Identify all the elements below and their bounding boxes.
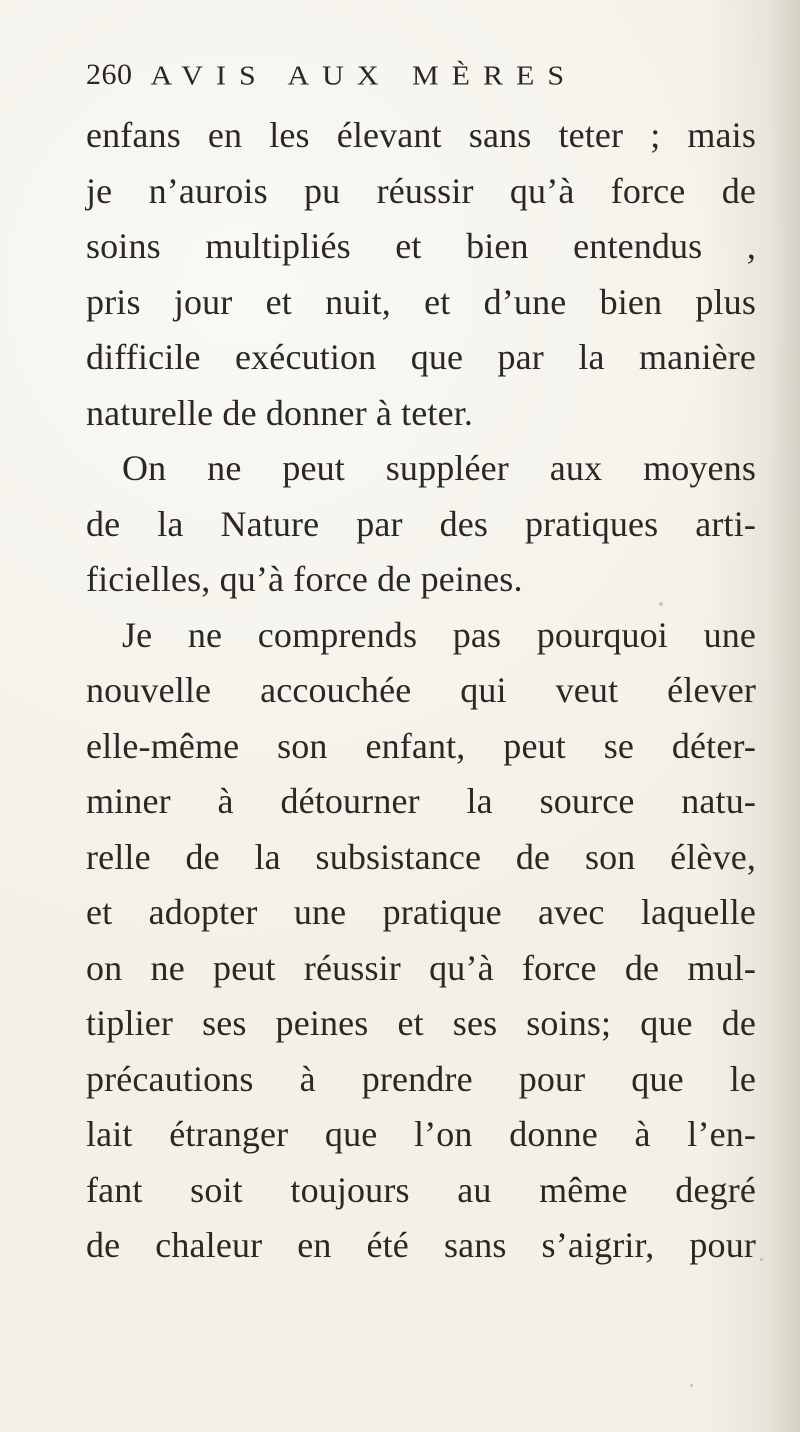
text-line: de chaleur en été sans s’aigrir, pour: [86, 1225, 756, 1265]
text-line: on ne peut réussir qu’à force de mul-: [86, 947, 756, 988]
text-line: relle de la subsistance de son élève,: [86, 836, 756, 877]
paragraph-end-line: naturelle de donner à teter.: [86, 392, 474, 433]
paper-speck: [659, 602, 663, 606]
text-line: lait étranger que l’on donne à l’en-: [86, 1114, 756, 1154]
text-line: difficile exécution que par la manière: [86, 337, 756, 377]
page-header: [86, 58, 686, 100]
paper-speck: [690, 1384, 693, 1387]
paragraph-end-line: ficielles, qu’à force de peines.: [86, 559, 523, 599]
running-head: AVIS AUX MÈRES: [150, 60, 577, 92]
text-line: et adopter une pratique avec laquelle: [86, 892, 756, 932]
text-line: tiplier ses peines et ses soins; que de: [86, 1003, 756, 1043]
text-line: fant soit toujours au même degré: [86, 1169, 756, 1210]
text-line: soins multipliés et bien entendus ,: [86, 226, 756, 266]
paper-speck: [760, 1258, 763, 1261]
text-line: précautions à prendre pour que le: [86, 1058, 756, 1099]
text-line: enfans en les élevant sans teter ; mais: [86, 115, 756, 155]
text-line: miner à détourner la source natu-: [86, 781, 756, 821]
text-line: je n’aurois pu réussir qu’à force de: [86, 170, 756, 211]
text-line: de la Nature par des pratiques arti-: [86, 503, 756, 544]
text-line: pris jour et nuit, et d’une bien plus: [86, 281, 756, 322]
paragraph-start-line: On ne peut suppléer aux moyens: [122, 448, 756, 488]
page-number: 260: [86, 58, 133, 91]
paragraph-start-line: Je ne comprends pas pourquoi une: [122, 614, 756, 655]
text-line: elle-même son enfant, peut se déter-: [86, 725, 756, 766]
text-line: nouvelle accouchée qui veut élever: [86, 670, 756, 710]
body-text: [86, 108, 756, 1274]
